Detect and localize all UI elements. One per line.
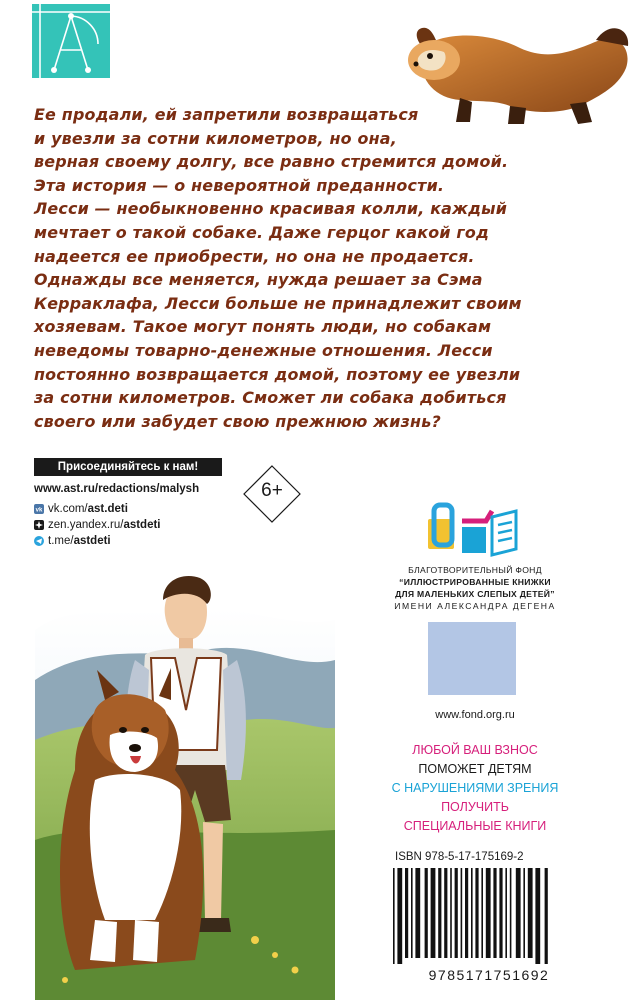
barcode-bar <box>545 868 548 964</box>
appeal-line: ЛЮБОЙ ВАШ ВЗНОС <box>412 743 538 757</box>
fund-name-line: ДЛЯ МАЛЕНЬКИХ СЛЕПЫХ ДЕТЕЙ” <box>395 589 555 599</box>
barcode-bar <box>499 868 502 958</box>
barcode-bar <box>461 868 463 958</box>
age-rating-label: 6+ <box>261 480 283 501</box>
barcode-bar <box>516 868 521 958</box>
vk-icon <box>34 504 44 514</box>
vk-prefix: vk.com/ <box>48 503 88 515</box>
barcode-bar <box>425 868 428 958</box>
fund-name-line: “ИЛЛЮСТРИРОВАННЫЕ КНИЖКИ <box>399 577 551 587</box>
description-line: своего или забудет свою прежнюю жизнь? <box>34 411 441 431</box>
zen-handle: astdeti <box>123 519 161 531</box>
barcode-bar <box>411 868 413 958</box>
barcode-bar <box>481 868 483 958</box>
telegram-link[interactable] <box>34 535 111 547</box>
svg-text:vk: vk <box>35 507 43 514</box>
description-line: мечтает о такой собаке. Даже герцог какой год <box>34 222 490 242</box>
barcode-bar <box>510 868 512 958</box>
telegram-handle: astdeti <box>73 535 111 547</box>
barcode-bar <box>493 868 496 958</box>
charity-fund-logo <box>422 497 522 559</box>
barcode-bar <box>444 868 447 958</box>
telegram-prefix: t.me/ <box>48 535 74 547</box>
charity-fund-name <box>360 564 590 612</box>
description-line: надеется ее приобрести, но она не продается. <box>34 246 475 266</box>
description-line: верная своему долгу, все равно стремится домой. <box>34 152 509 172</box>
barcode-bar <box>455 868 458 958</box>
blue-placeholder-box <box>428 622 516 695</box>
barcode-bar <box>393 868 395 964</box>
zen-link[interactable] <box>34 519 161 531</box>
description-line: Керраклафа, Лесси больше не принадлежит своим <box>34 293 522 313</box>
fund-name-line: ИМЕНИ АЛЕКСАНДРА ДЕГЕНА <box>394 601 556 611</box>
description-line: и увезли за сотни километров, но она, <box>34 128 397 148</box>
barcode-bar <box>465 868 468 958</box>
fund-website-link[interactable]: www.fond.org.ru <box>435 709 515 721</box>
barcode-bar <box>486 868 491 958</box>
appeal-line: СПЕЦИАЛЬНЫЕ КНИГИ <box>403 819 547 833</box>
barcode-bar <box>397 868 402 964</box>
vk-link[interactable] <box>34 503 128 515</box>
barcode-bar <box>505 868 507 958</box>
isbn-label: ISBN 978-5-17-175169-2 <box>395 851 524 863</box>
publisher-website-link[interactable]: www.ast.ru/redactions/malysh <box>34 483 200 495</box>
join-us-banner: Присоединяйтесь к нам! <box>34 458 222 476</box>
isbn-barcode <box>387 866 591 984</box>
boy-and-collie-illustration <box>35 560 335 1000</box>
vk-handle: ast.deti <box>87 503 128 515</box>
description-line: постоянно возвращается домой, поэтому ее увезли <box>34 364 521 384</box>
barcode-bar <box>471 868 473 958</box>
barcode-bar <box>523 868 525 958</box>
description-line: Лесси — необыкновенно красивая колли, каждый <box>34 199 508 219</box>
book-description <box>34 103 624 433</box>
zen-icon <box>34 520 44 530</box>
barcode-bar <box>528 868 533 958</box>
publisher-logo <box>32 4 110 78</box>
description-line: за сотни километров. Сможет ли собака добиться <box>34 388 507 408</box>
barcode-bar <box>450 868 452 958</box>
barcode-digits: 9785171751692 <box>428 967 550 983</box>
fund-name-line: БЛАГОТВОРИТЕЛЬНЫЙ ФОНД <box>408 565 542 575</box>
zen-prefix: zen.yandex.ru/ <box>48 519 124 531</box>
description-line: Эта история — о невероятной преданности. <box>34 175 445 195</box>
barcode-bar <box>475 868 478 958</box>
barcode-bar <box>415 868 420 958</box>
barcode-bar <box>535 868 540 964</box>
description-line: Ее продали, ей запретили возвращаться <box>34 105 419 124</box>
description-line: неведомы товарно-денежные отношения. Лесси <box>34 340 493 360</box>
description-line: Однажды все меняется, нужда решает за Сэма <box>34 270 483 290</box>
barcode-bar <box>405 868 408 958</box>
appeal-line: С НАРУШЕНИЯМИ ЗРЕНИЯ <box>391 781 559 795</box>
telegram-icon <box>34 536 44 546</box>
appeal-line: ПОЛУЧИТЬ <box>441 800 509 814</box>
barcode-bar <box>431 868 436 958</box>
description-line: хозяевам. Такое могут понять люди, но собакам <box>34 317 492 337</box>
appeal-line: ПОМОЖЕТ ДЕТЯМ <box>418 762 532 776</box>
barcode-bar <box>438 868 441 958</box>
